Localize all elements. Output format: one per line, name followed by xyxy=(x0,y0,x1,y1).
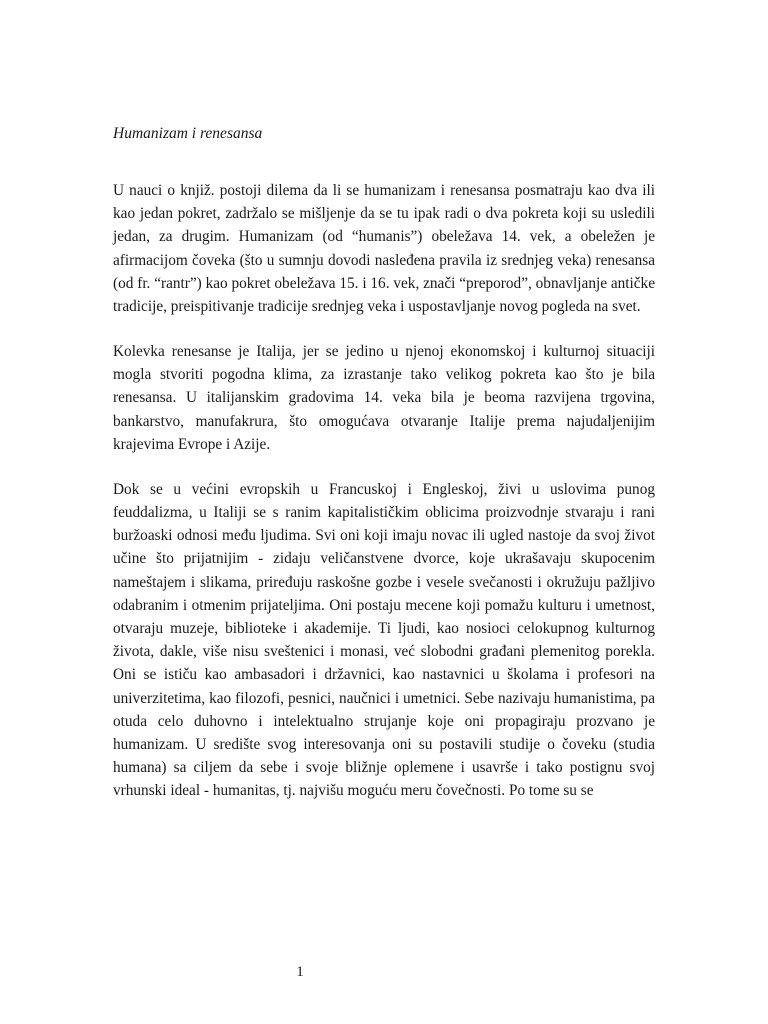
document-title: Humanizam i renesansa xyxy=(113,125,263,142)
document-body xyxy=(113,179,655,824)
paragraph-humanists: Dok se u većini evropskih u Francuskoj i Engleskoj, živi u uslovima punog feuddalizma, u Italiji se s ranim kapitalističkim oblicima proizvodnje stvaraju i rani buržoaski odnosi među ljudima. Svi oni koji imaju novac ili ugled nastoje da svoj život učine što prijatnijim - zidaju veličanstvene dvorce, koje ukrašavaju skupocenim nameštajem i slikama, priređuju raskošne gozbe i vesele svečanosti i okružuju pažljivo odabranim i otmenim prijateljima. Oni postaju mecene koji pomažu kulturu i umetnost, otvaraju muzeje, biblioteke i akademije. Ti ljudi, kao nosioci celokupnog kulturnog života, dakle, više nisu sveštenici i monasi, već slobodni građani plemenitog porekla. Oni se ističu kao ambasadori i državnici, kao nastavnici u školama i profesori na univerzitetima, kao filozofi, pesnici, naučnici i umetnici. Sebe nazivaju humanistima, pa otuda celo duhovno i intelektualno strujanje koje oni propagiraju prozvano je humanizam. U središte svog interesovanja oni su postavili studije o čoveku (studia humana) sa ciljem da sebe i svoje bližnje oplemene i usavrše i tako postignu svoj vrhunski ideal - humanitas, tj. najvišu moguću meru čovečnosti. Po tome su se xyxy=(113,480,655,800)
paragraph-intro: U nauci o knjiž. postoji dilema da li se humanizam i renesansa posmatraju kao dva ili kao jedan pokret, zadržalo se mišljenje da se tu ipak radi o dva pokreta koji su usledili jedan, za drugim. Humanizam (od “humanis”) obeležava 14. vek, a obeležen je afirmacijom čoveka (što u sumnju dovodi nasleđena pravila iz srednjeg veka) renesansa (od fr. “rantr”) kao pokret obeležava 15. i 16. vek, znači “preporod”, obnavljanje antičke tradicije, preispitivanje tradicije srednjeg veka i uspostavljanje novog pogleda na svet. xyxy=(113,182,655,316)
paragraph-italy: Kolevka renesanse je Italija, jer se jedino u njenoj ekonomskoj i kulturnoj situaciji mogla stvoriti pogodna klima, za izrastanje tako velikog pokreta kao što je bila renesansa. U italijanskim gradovima 14. veka bila je beoma razvijena trgovina, bankarstvo, manufakrura, što omogućava otvaranje Italije prema najudaljenijim krajevima Evrope i Azije. xyxy=(113,343,655,453)
page-number: 1 xyxy=(296,964,304,980)
